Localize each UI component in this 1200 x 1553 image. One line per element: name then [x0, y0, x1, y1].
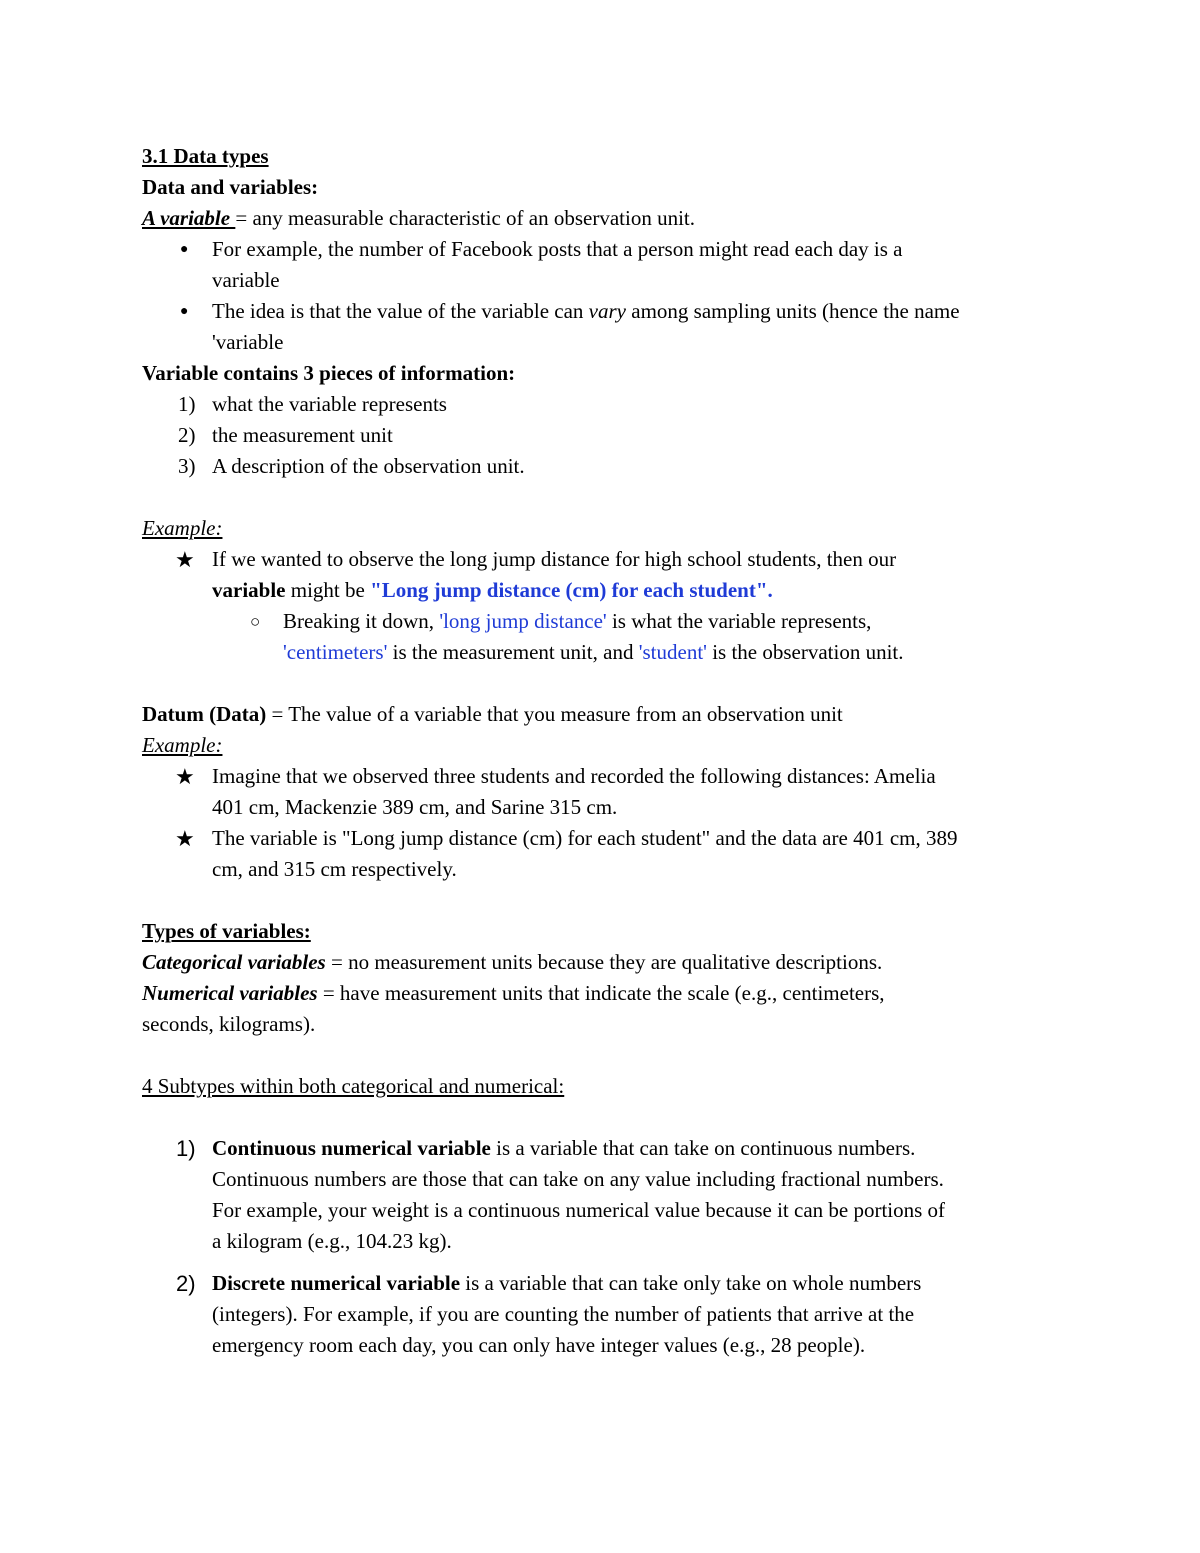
variable-term: A variable [142, 206, 236, 230]
subtype-term: Continuous numerical variable [212, 1136, 491, 1160]
info-title: Variable contains 3 pieces of information: [142, 361, 516, 385]
sub-text-part: is the observation unit. [706, 640, 904, 664]
categorical-definition [142, 947, 1072, 978]
sub-highlight: 'centimeters' [283, 640, 388, 664]
datum-term: Datum (Data) [142, 702, 267, 726]
subtype-text: (integers). For example, if you are counting the number of patients that arrive at the [212, 1302, 915, 1326]
sub-list-item [142, 606, 1072, 668]
document-page [142, 141, 1072, 1372]
data-variables-title: Data and variables: [142, 175, 319, 199]
item-number: 2) [178, 423, 196, 447]
subtype-text: For example, your weight is a continuous numerical value because it can be portions of [212, 1198, 946, 1222]
bullet-text [212, 296, 1072, 327]
item-text: A description of the observation unit. [212, 454, 525, 478]
categorical-eq: = [325, 950, 349, 974]
list-item [142, 823, 1072, 885]
subtype-text: a kilogram (e.g., 104.23 kg). [212, 1229, 452, 1253]
circle-bullet-icon: ○ [250, 612, 261, 631]
subtype-term: Discrete numerical variable [212, 1271, 461, 1295]
datum-definition [142, 699, 1072, 730]
subtypes-title: 4 Subtypes within both categorical and numerical: [142, 1074, 565, 1098]
list-item [142, 544, 1072, 606]
example-highlight: "Long jump distance (cm) for each student". [370, 578, 773, 602]
datum-def-text: The value of a variable that you measure from an observation unit [288, 702, 843, 726]
item-number: 1) [176, 1136, 196, 1161]
bullet-icon: ● [180, 242, 189, 257]
subtype-text [212, 1133, 1072, 1164]
numerical-definition [142, 978, 1072, 1009]
example-text [212, 575, 1072, 606]
example-text: cm, and 315 cm respectively. [212, 857, 457, 881]
bullet-emphasis: vary [588, 299, 626, 323]
item-text: the measurement unit [212, 423, 393, 447]
bullet-text-part: The idea is that the value of the variable can [212, 299, 589, 323]
bullet-text-part: among sampling units (hence the name [626, 299, 960, 323]
example-text: The variable is "Long jump distance (cm) for each student" and the data are 401 cm, 389 [212, 826, 958, 850]
categorical-text: no measurement units because they are qualitative descriptions. [348, 950, 883, 974]
item-number: 2) [176, 1271, 196, 1296]
list-item [142, 296, 1072, 358]
item-text: what the variable represents [212, 392, 447, 416]
sub-text-part: is what the variable represents, [606, 609, 872, 633]
bullet-text: 'variable [212, 330, 284, 354]
item-number: 3) [178, 454, 196, 478]
example-label: Example: [142, 516, 223, 540]
sub-text-part: is the measurement unit, and [387, 640, 639, 664]
star-icon: ★ [175, 547, 195, 572]
example-label: Example: [142, 733, 223, 757]
numerical-text: have measurement units that indicate the scale (e.g., centimeters, [339, 981, 885, 1005]
variable-definition [142, 203, 1072, 234]
sub-highlight: 'long jump distance' [439, 609, 607, 633]
datum-eq: = [266, 702, 289, 726]
bullet-text: For example, the number of Facebook posts that a person might read each day is a [212, 237, 903, 261]
item-number: 1) [178, 392, 196, 416]
subtype-text-part: is a variable that can take only take on whole numbers [460, 1271, 922, 1295]
numbered-item [142, 389, 1072, 420]
variable-def-text: any measurable characteristic of an observation unit. [252, 206, 696, 230]
numbered-item [142, 420, 1072, 451]
example-bold: variable [212, 578, 286, 602]
list-item [142, 234, 1072, 296]
example-text: 401 cm, Mackenzie 389 cm, and Sarine 315 cm. [212, 795, 618, 819]
subtype-item [142, 1133, 1072, 1257]
subtype-text: Continuous numbers are those that can take on any value including fractional numbers. [212, 1167, 944, 1191]
subtype-text [212, 1268, 1072, 1299]
numerical-eq: = [317, 981, 340, 1005]
sub-text [283, 637, 1072, 668]
star-icon: ★ [175, 764, 195, 789]
section-heading: 3.1 Data types [142, 144, 269, 168]
types-title: Types of variables: [142, 919, 311, 943]
bullet-icon: ● [180, 304, 189, 319]
example-text: If we wanted to observe the long jump distance for high school students, then our [212, 547, 897, 571]
subtype-text: emergency room each day, you can only have integer values (e.g., 28 people). [212, 1333, 866, 1357]
numerical-term: Numerical variables [142, 981, 318, 1005]
subtype-text-part: is a variable that can take on continuous numbers. [490, 1136, 916, 1160]
categorical-term: Categorical variables [142, 950, 326, 974]
sub-text [283, 606, 1072, 637]
sub-text-part: Breaking it down, [283, 609, 440, 633]
numerical-definition-cont: seconds, kilograms). [142, 1012, 316, 1036]
list-item [142, 761, 1072, 823]
example-text: Imagine that we observed three students and recorded the following distances: Amelia [212, 764, 936, 788]
star-icon: ★ [175, 826, 195, 851]
sub-highlight: 'student' [638, 640, 707, 664]
subtype-item [142, 1268, 1072, 1361]
numbered-item [142, 451, 1072, 482]
variable-eq: = [235, 206, 253, 230]
bullet-text: variable [212, 268, 280, 292]
example-text-part: might be [285, 578, 371, 602]
